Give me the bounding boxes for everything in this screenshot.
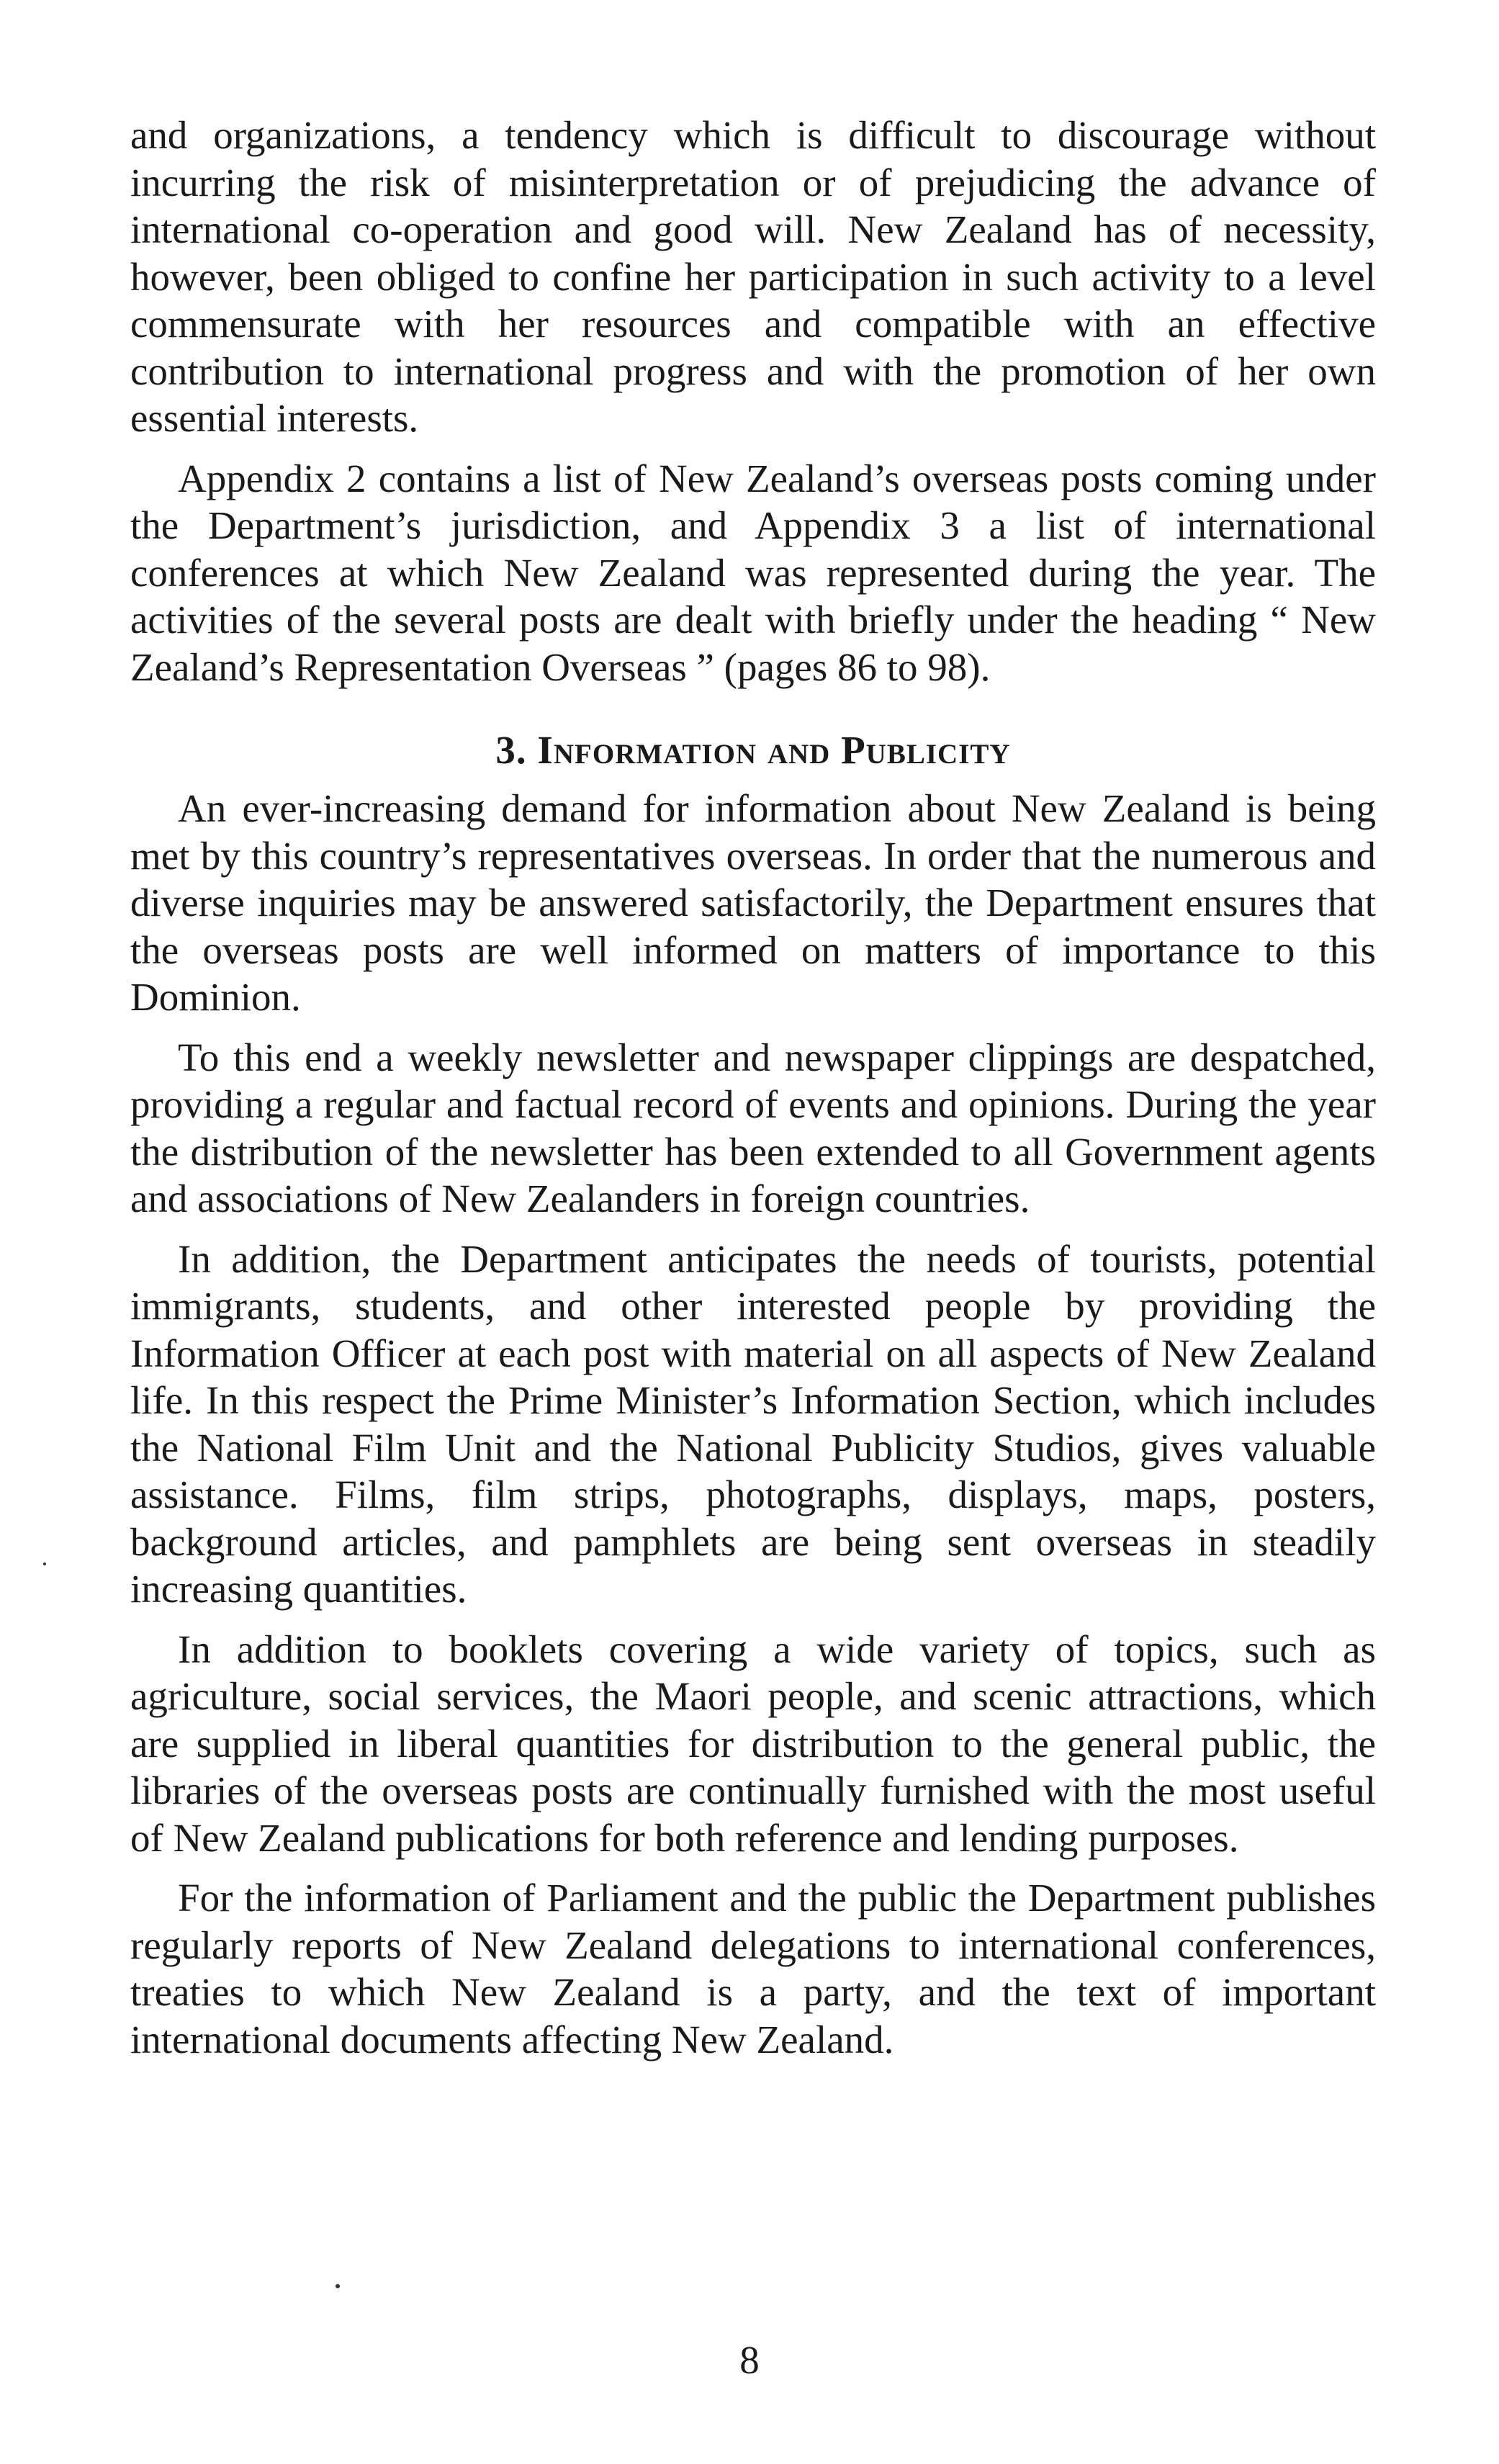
page-number: 8 [739,2338,760,2382]
paragraph-booklets: In addition to booklets covering a wide variety of topics, such as agriculture, social services, the Maori people, and scenic attractions, which are supplied in liberal quantities for distribution to the general public, the libraries of the overseas posts are continually furnished with the most useful of New Zealand publications for both reference and lending purposes. [130,1627,1376,1860]
paragraph-newsletter: To this end a weekly newsletter and newspaper clippings are despatched, providing a regular and factual record of events and opinions. During the year the distribution of the newsletter has been extended to all Government agents and associations of New Zealanders in foreign countries. [130,1035,1376,1220]
paragraph-appendices: Appendix 2 contains a list of New Zealand’s overseas posts coming under the Department’s jurisdiction, and Appendix 3 a list of international conferences at which New Zealand was represented during the year. The activities of the several posts are dealt with briefly under the heading “ New Zealand’s Representation Overseas ” (pages 86 to 98). [130,456,1376,689]
paragraph-publications: For the information of Parliament and the public the Department publishes regularly reports of New Zealand delegations to international conferences, treaties to which New Zealand is a party, and the text of important international documents affecting New Zealand. [130,1876,1376,2061]
paragraph-continued: and organizations, a tendency which is difficult to discourage without incurring the risk of misinterpretation or of prejudicing the advance of international co-operation and good will. New Zealand has of necessity, however, been obliged to confine her participation in such activity to a level commensurate with her resources and compatible with an effective contribution to international progress and with the promotion of her own essential interests. [130,113,1376,440]
print-speck [43,1563,46,1565]
page-body [130,112,1376,2063]
section-heading: 3. Information and Publicity [495,728,1011,772]
paragraph-information-demand: An ever-increasing demand for information about New Zealand is being met by this country’s representatives overseas. In order that the numerous and diverse inquiries may be answered satisfactorily, the Department ensures that the overseas posts are well informed on matters of importance to this Dominion. [130,786,1376,1019]
paragraph-information-officer: In addition, the Department anticipates the needs of tourists, potential immigrants, students, and other interested people by providing the Information Officer at each post with material on all aspects of New Zealand life. In this respect the Prime Minister’s Information Section, which includes the National Film Unit and the National Publicity Studios, gives valuable assistance. Films, film strips, photographs, displays, maps, posters, background articles, and pamphlets are being sent overseas in steadily increasing quantities. [130,1236,1376,1611]
print-speck [336,2284,340,2288]
